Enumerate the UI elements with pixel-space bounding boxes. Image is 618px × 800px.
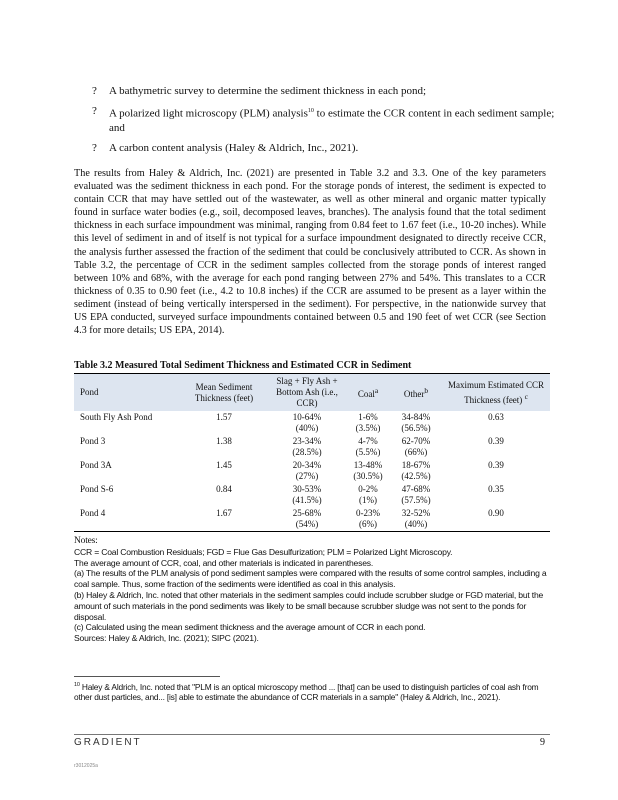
cell-slag-range: 30-53% (292, 484, 322, 494)
cell-other-avg: (40%) (404, 519, 428, 529)
cell-coal-range: 0-23% (356, 508, 380, 518)
table-row (74, 459, 550, 483)
cell-slag (268, 507, 346, 532)
results-paragraph: The results from Haley & Aldrich, Inc. (2021) are presented in Table 3.2 and 3.3. One of the key parameters evaluated was the sediment thickness in each pond. For the storage ponds of interest, the sediment is expected to contain CCR that may have settled out of the wastewater, as well as other mineral and organic matter typically found in surface water bodies (e.g., soil, decomposed leaves, branches). The analysis found that the total sediment thickness in each surface impoundment was minimal, ranging from 0.84 feet to 1.67 feet (i.e., 10-20 inches). While this level of sediment in and of itself is not typical for a surface impoundment designated to directly receive CCR, the analysis further assessed the fraction of the sediment that could be conclusively attributed to CCR. As shown in Table 3.2, the percentage of CCR in the sediment samples collected from the storage ponds of interest ranged between 10% and 68%, with the average for each pond ranging between 27% and 54%. This translates to a CCR thickness of 0.35 to 0.90 feet (i.e., 4.2 to 10.8 inches) if the CCR are assumed to be present as a layer within the sediment (instead of being vertically interspersed in the sediment). For perspective, in the nationwide survey that US EPA conducted, surveyed surface impoundments contained between 0.5 and 190 feet of wet CCR (see Section 4.3 for more details; US EPA, 2014). (74, 168, 546, 337)
page-number: 9 (540, 737, 545, 748)
cell-pond: Pond 3 (80, 436, 106, 446)
bullet-text-part: A polarized light microscopy (PLM) analysis (109, 107, 308, 120)
cell-coal-range: 0-2% (358, 484, 378, 494)
header-other-label: Other (403, 389, 425, 399)
notes-title: Notes: (74, 536, 98, 546)
cell-coal (346, 411, 390, 435)
cell-other (390, 459, 442, 483)
bullet-item (92, 141, 562, 155)
cell-thickness: 0.84 (216, 484, 232, 494)
bullet-text: A bathymetric survey to determine the sediment thickness in each pond; (109, 85, 427, 97)
header-max (442, 374, 550, 412)
sediment-table (74, 373, 550, 532)
header-max-label: Maximum Estimated CCR Thickness (feet) (448, 379, 544, 405)
cell-other-avg: (42.5%) (401, 471, 431, 481)
note-line: Sources: Haley & Aldrich, Inc. (2021); SIPC (2021). (74, 633, 259, 644)
bullet-mark: ? (92, 85, 97, 97)
cell-pond: South Fly Ash Pond (80, 412, 153, 422)
note-line: (a) The results of the PLM analysis of pond sediment samples were compared with the results of some control samples, including a coal sample. Thus, some fraction of the sediments were identified as coal in this analysis. (74, 568, 547, 590)
document-id: r3012025a (74, 763, 98, 769)
table-row (74, 507, 550, 532)
cell-slag-avg: (28.5%) (292, 447, 322, 457)
table-notes (74, 536, 550, 644)
note-line: (b) Haley & Aldrich, Inc. noted that other materials in the sediment samples could include scrubber sludge or FGD material, but the amount of such materials in the pond sediments was likely to be small because scrubber sludge was not sent to the ponds for disposal. (74, 589, 544, 622)
cell-pond: Pond 3A (80, 460, 112, 470)
cell-other-range: 34-84% (401, 412, 431, 422)
cell-coal-range: 13-48% (353, 460, 383, 470)
cell-thickness: 1.38 (216, 436, 232, 446)
cell-coal (346, 459, 390, 483)
cell-coal-avg: (5.5%) (355, 447, 381, 457)
cell-other-avg: (57.5%) (401, 495, 431, 505)
bullet-list (92, 84, 562, 161)
cell-other (390, 411, 442, 435)
footnote (74, 680, 550, 703)
bullet-item (92, 104, 562, 135)
header-other (390, 374, 442, 412)
footer-divider (74, 734, 550, 735)
cell-max: 0.63 (488, 412, 504, 422)
cell-thickness: 1.67 (180, 507, 268, 532)
cell-pond: Pond S-6 (80, 484, 114, 494)
cell-max: 0.90 (442, 507, 550, 532)
cell-slag (268, 483, 346, 507)
table-row (74, 483, 550, 507)
cell-slag-range: 10-64% (292, 412, 322, 422)
cell-slag-avg: (40%) (295, 423, 319, 433)
cell-other-range: 18-67% (401, 460, 431, 470)
cell-pond: Pond 4 (74, 507, 180, 532)
cell-coal-range: 4-7% (358, 436, 378, 446)
cell-coal-avg: (1%) (359, 495, 377, 505)
header-coal (346, 374, 390, 412)
cell-other (390, 507, 442, 532)
footnote-divider (74, 676, 220, 677)
header-max-note: c (524, 391, 528, 401)
footnote-number: 10 (74, 682, 80, 688)
bullet-mark: ? (92, 141, 97, 154)
table-caption: Table 3.2 Measured Total Sediment Thickness and Estimated CCR in Sediment (74, 360, 412, 371)
header-thickness: Mean Sediment Thickness (feet) (180, 374, 268, 412)
cell-thickness: 1.57 (216, 412, 232, 422)
bullet-text (109, 104, 562, 135)
table-row (74, 435, 550, 459)
cell-slag-range: 23-34% (292, 436, 322, 446)
cell-other-range: 32-52% (401, 508, 431, 518)
cell-max: 0.39 (488, 460, 504, 470)
header-coal-label: Coal (357, 389, 375, 399)
company-logo: GRADIENT (74, 737, 142, 748)
cell-other (390, 483, 442, 507)
header-pond: Pond (74, 374, 180, 412)
cell-slag (268, 411, 346, 435)
cell-coal (346, 483, 390, 507)
header-coal-note: a (374, 386, 379, 395)
cell-coal-avg: (3.5%) (355, 423, 381, 433)
cell-coal (346, 435, 390, 459)
cell-other-avg: (56.5%) (401, 423, 431, 433)
bullet-mark: ? (92, 105, 97, 117)
bullet-item (92, 84, 562, 98)
table-header-row (74, 374, 550, 412)
note-line: The average amount of CCR, coal, and other materials is indicated in parentheses. (74, 557, 374, 568)
cell-coal-avg: (30.5%) (353, 471, 383, 481)
cell-coal-range: 1-6% (358, 412, 378, 422)
cell-slag-avg: (54%) (295, 519, 319, 529)
footnote-ref: 10 (307, 108, 314, 114)
cell-other (390, 435, 442, 459)
cell-coal-avg: (6%) (359, 519, 377, 529)
cell-slag-range: 20-34% (292, 460, 322, 470)
cell-max: 0.35 (488, 484, 504, 494)
cell-slag-avg: (41.5%) (292, 495, 322, 505)
cell-other-avg: (66%) (404, 447, 428, 457)
note-line: (c) Calculated using the mean sediment thickness and the average amount of CCR in each pond. (74, 622, 426, 633)
header-other-note: b (424, 386, 429, 395)
table-row (74, 411, 550, 435)
cell-other-range: 47-68% (401, 484, 431, 494)
header-slag: Slag + Fly Ash + Bottom Ash (i.e., CCR) (268, 374, 346, 412)
cell-other-range: 62-70% (401, 436, 431, 446)
cell-thickness: 1.45 (216, 460, 232, 470)
cell-slag-range: 25-68% (292, 508, 322, 518)
bullet-text-part: to estimate the CCR content in each sediment sample; and (109, 107, 555, 134)
cell-slag (268, 435, 346, 459)
cell-slag-avg: (27%) (295, 471, 319, 481)
cell-slag (268, 459, 346, 483)
footnote-text: Haley & Aldrich, Inc. noted that "PLM is an optical microscopy method ... [that] can be used to distinguish particles of coal ash from other dust particles, and... [is] able to estimate the abundance of CCR materials in a sample" (Haley & Aldrich, Inc., 2021). (74, 681, 539, 703)
cell-max: 0.39 (488, 436, 504, 446)
note-line: CCR = Coal Combustion Residuals; FGD = Flue Gas Desulfurization; PLM = Polarized Light Microscopy. (74, 546, 453, 557)
bullet-text: A carbon content analysis (Haley & Aldrich, Inc., 2021). (109, 141, 359, 154)
cell-coal (346, 507, 390, 532)
